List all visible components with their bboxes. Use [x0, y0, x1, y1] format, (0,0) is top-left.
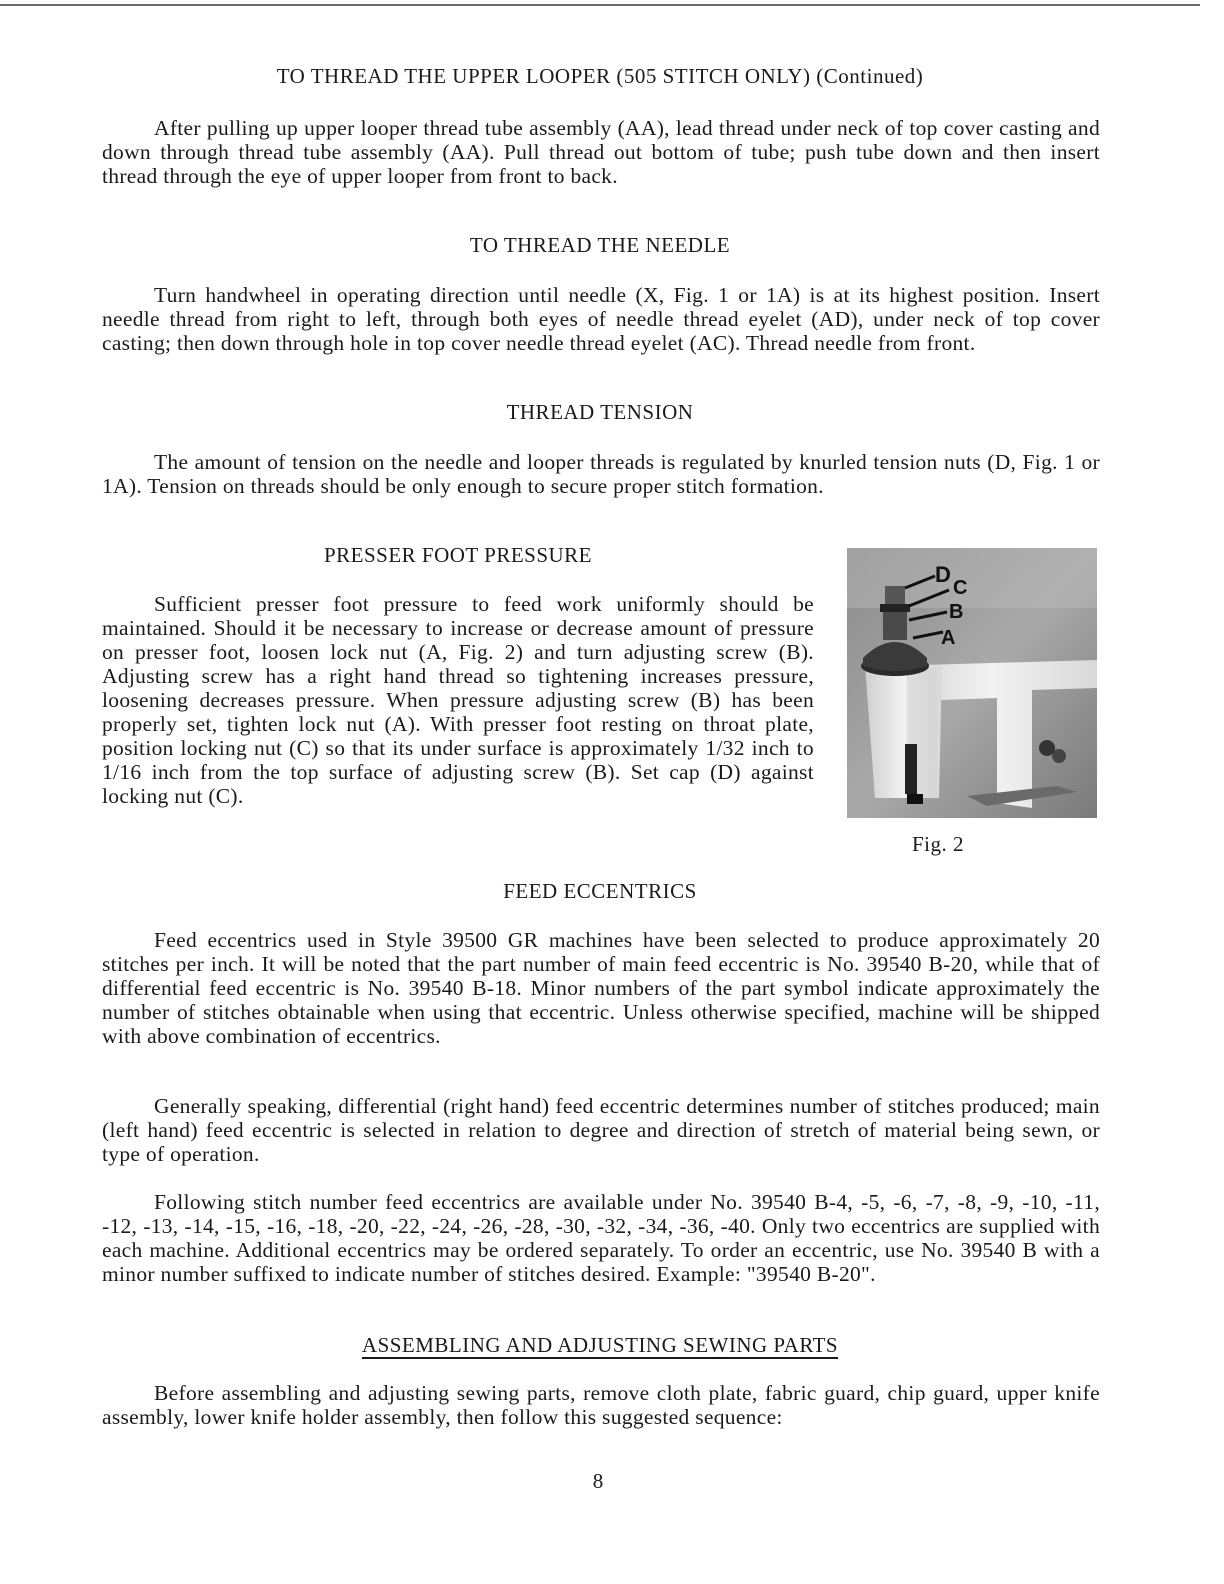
figure-caption: Fig. 2 [912, 832, 965, 856]
paragraph-upper-looper: After pulling up upper looper thread tube assembly (AA), lead thread under neck of top cover casting and down through thread tube assembly (AA). Pull thread out bottom of tube; push tube down and then insert thread through the eye of upper looper from front to back. [102, 116, 1100, 188]
label-d: D [935, 562, 951, 587]
lever-knob-2 [1052, 749, 1066, 763]
heading-thread-tension: THREAD TENSION [506, 400, 694, 424]
heading-feed-eccentrics: FEED ECCENTRICS [503, 879, 697, 903]
heading-assembling [0, 1333, 1200, 1358]
top-rule [0, 4, 1200, 6]
label-b: B [949, 601, 964, 623]
page-number: 8 [592, 1469, 604, 1493]
presser-foot [907, 794, 923, 804]
heading-thread-needle: TO THREAD THE NEEDLE [469, 233, 731, 257]
paragraph-feed-eccentrics-2: Generally speaking, differential (right hand) feed eccentric determines number of stitches produced; main (left hand) feed eccentric is selected in relation to degree and direction of stretch of material being sewn, or type of operation. [102, 1094, 1100, 1166]
label-a: A [941, 627, 956, 649]
paragraph-thread-tension: The amount of tension on the needle and looper threads is regulated by knurled tension nuts (D, Fig. 1 or 1A). Tension on threads should be only enough to secure proper stitch formation. [102, 450, 1100, 498]
paragraph-presser-foot: Sufficient presser foot pressure to feed work uniformly should be maintained. Should it be necessary to increase or decrease amount of pressure on presser foot, loosen lock nut (A, Fig. 2) and turn adjusting screw (B). Adjusting screw has a right hand thread so tightening increases pressure, loosening decreases pressure. When pressure adjusting screw (B) has been properly set, tighten lock nut (A). With presser foot resting on throat plate, position locking nut (C) so that its under surface is approximately 1/32 inch to 1/16 inch from the top surface of adjusting screw (B). Set cap (D) against locking nut (C). [102, 592, 814, 808]
cap [885, 586, 905, 604]
paragraph-assembling: Before assembling and adjusting sewing parts, remove cloth plate, fabric guard, chip guard, upper knife assembly, lower knife holder assembly, then follow this suggested sequence: [102, 1381, 1100, 1429]
heading-assembling-text: ASSEMBLING AND ADJUSTING SEWING PARTS [361, 1333, 839, 1357]
locking-nut [880, 604, 910, 612]
label-c: C [953, 577, 968, 599]
heading-upper-looper: TO THREAD THE UPPER LOOPER (505 STITCH ONLY) (Continued) [276, 64, 924, 88]
adjusting-screw [883, 610, 907, 640]
paragraph-thread-needle: Turn handwheel in operating direction until needle (X, Fig. 1 or 1A) is at its highest position. Insert needle thread from right to left, through both eyes of needle thread eyelet (AD), under neck of top cover casting; then down through hole in top cover needle thread eyelet (AC). Thread needle from front. [102, 283, 1100, 355]
heading-presser-foot: PRESSER FOOT PRESSURE [323, 543, 593, 567]
paragraph-feed-eccentrics-3: Following stitch number feed eccentrics are available under No. 39540 B-4, -5, -6, -7, -8, -9, -10, -11, -12, -13, -14, -15, -16, -18, -20, -22, -24, -26, -28, -30, -32, -34, -36, -40. Only two eccentrics are supplied with each machine. Additional eccentrics may be ordered separately. To order an eccentric, use No. 39540 B with a minor number suffixed to indicate number of stitches desired. Example: "39540 B-20". [102, 1190, 1100, 1286]
figure-2-photo [847, 548, 1097, 818]
presser-bar [905, 744, 917, 794]
paragraph-feed-eccentrics-1: Feed eccentrics used in Style 39500 GR machines have been selected to produce approximately 20 stitches per inch. It will be noted that the part number of main feed eccentric is No. 39540 B-20, while that of differential feed eccentric is No. 39540 B-18. Minor numbers of the part symbol indicate approximately the number of stitches obtainable when using that eccentric. Unless otherwise specified, machine will be shipped with above combination of eccentrics. [102, 928, 1100, 1048]
